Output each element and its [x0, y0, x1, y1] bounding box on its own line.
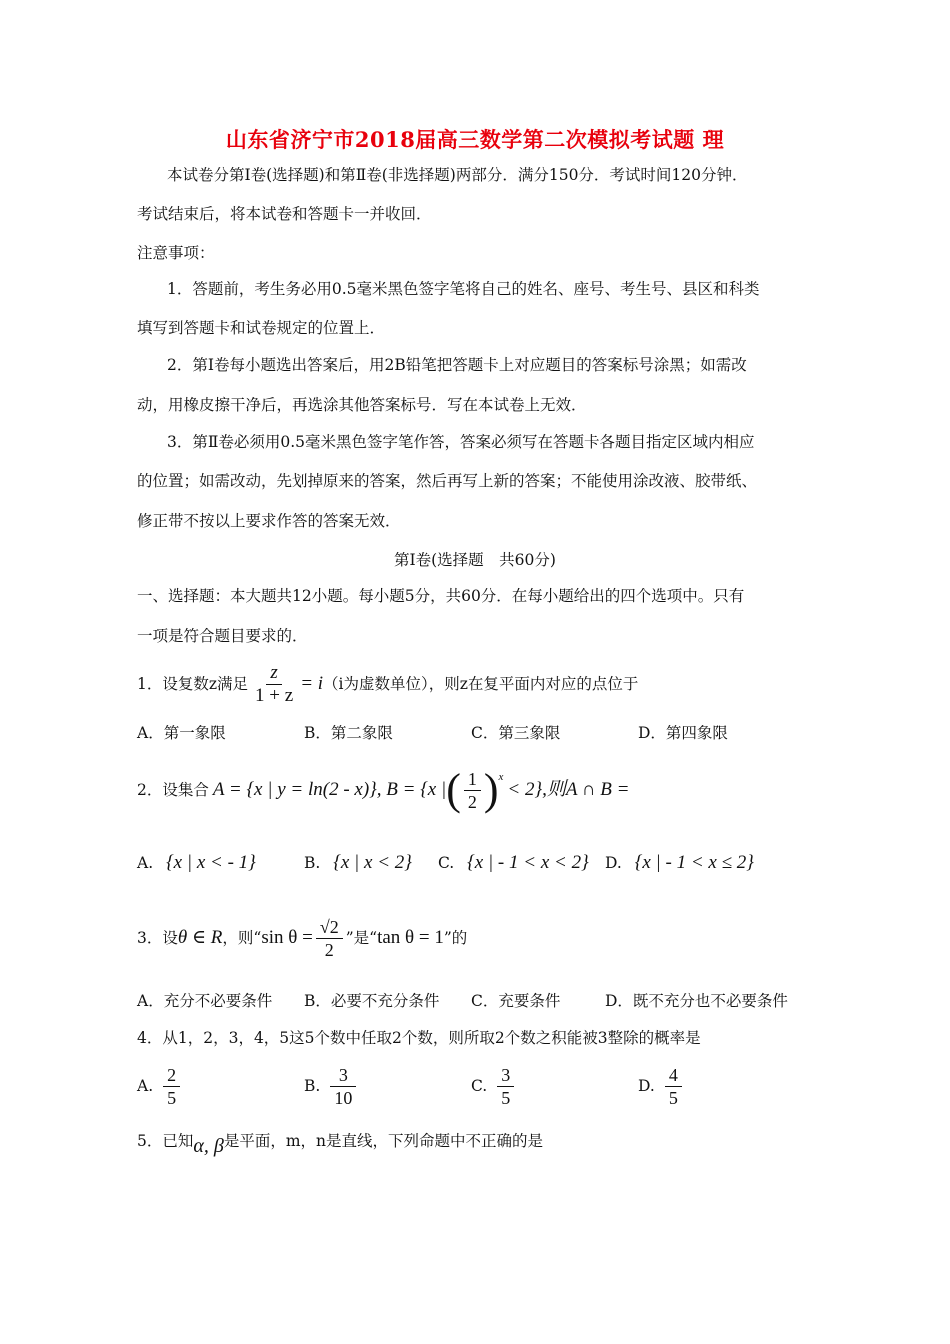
q2-half-fraction [464, 768, 481, 813]
notice-item-1-line-2: 填写到答题卡和试卷规定的位置上． [137, 319, 386, 337]
q2-option-c-label: C. [438, 854, 455, 872]
q4-option-a-den: 5 [163, 1086, 180, 1109]
q2-option-a-label: A. [137, 854, 154, 872]
q3-frac-den: 2 [324, 939, 334, 960]
notice-item-3-line-2: 的位置；如需改动，先划掉原来的答案，然后再写上新的答案；不能使用涂改液、胶带纸、 [137, 472, 758, 490]
question-1 [137, 662, 638, 706]
q4-option-c-num: 3 [501, 1064, 511, 1085]
q2-paren-right: ) [483, 765, 499, 814]
q1-prefix: 1．设复数z满足 [137, 675, 249, 693]
section-instruction-line-2: 一项是符合题目要求的． [137, 627, 308, 645]
q1-equals: = i [300, 673, 324, 694]
q4-option-b-den: 10 [330, 1086, 356, 1109]
q2-exponent: x [498, 771, 504, 783]
intro-line-2: 考试结束后，将本试卷和答题卡一并收回． [137, 205, 432, 223]
q4-option-c [471, 1060, 517, 1112]
question-4: 4．从1，2，3，4，5这5个数中任取2个数，则所取2个数之积能被3整除的概率是 [137, 1029, 701, 1047]
page-title: 山东省济宁市2018届高三数学第二次模拟考试题 理 [225, 127, 725, 152]
q4-option-c-label: C. [471, 1077, 488, 1095]
q4-option-d-fraction [665, 1064, 682, 1109]
notice-item-2-line-1: 2．第Ⅰ卷每小题选出答案后，用2B铅笔把答题卡上对应题目的答案标号涂黑；如需改 [167, 356, 747, 374]
q2-half-num: 1 [464, 768, 481, 791]
q1-option-c: C．第三象限 [471, 724, 561, 742]
q4-option-b-fraction [330, 1064, 356, 1109]
q1-option-b: B．第二象限 [304, 724, 393, 742]
q3-fraction [316, 916, 343, 961]
q3-mid-2: ”是“ [345, 929, 378, 947]
q2-half-den: 2 [467, 791, 477, 812]
q4-option-d-num: 4 [668, 1064, 678, 1085]
q2-tail: ,则A ∩ B = [542, 779, 630, 800]
q2-option-d-expr: {x | - 1 < x ≤ 2} [634, 852, 754, 873]
q2-option-c [438, 853, 589, 873]
q2-paren-left: ( [446, 765, 461, 814]
q4-option-a-num: 2 [167, 1064, 177, 1085]
q2-set-b-prefix: , B = {x | [376, 779, 447, 800]
q1-fraction [251, 662, 297, 707]
question-2 [137, 763, 630, 817]
q2-option-c-expr: {x | - 1 < x < 2} [467, 852, 589, 873]
question-5 [137, 1124, 543, 1158]
q4-option-d [638, 1060, 685, 1112]
q3-tan-expr: tan θ = 1 [377, 927, 444, 948]
q3-option-b: B．必要不充分条件 [304, 992, 440, 1010]
q3-frac-num: √2 [316, 916, 343, 939]
notice-item-3-line-1: 3．第Ⅱ卷必须用0.5毫米黑色签字笔作答，答案必须写在答题卡各题目指定区域内相应 [167, 433, 755, 451]
section-instruction-line-1: 一、选择题：本大题共12小题。每小题5分，共60分．在每小题给出的四个选项中。只有 [137, 587, 745, 605]
q5-prefix: 5．已知 [137, 1132, 194, 1150]
q4-option-b [304, 1060, 359, 1112]
q5-vars: α, β [193, 1135, 224, 1157]
intro-line-1: 本试卷分第Ⅰ卷(选择题)和第Ⅱ卷(非选择题)两部分．满分150分．考试时间120分钟． [167, 166, 748, 184]
q2-set-b-suffix: < 2} [507, 779, 543, 800]
q1-option-d: D．第四象限 [638, 724, 728, 742]
q4-option-d-label: D. [638, 1077, 655, 1095]
q4-option-a-label: A. [137, 1077, 154, 1095]
question-3 [137, 912, 467, 964]
q4-option-a [137, 1060, 183, 1112]
q3-prefix: 3．设 [137, 929, 178, 947]
q2-option-d-label: D. [605, 854, 622, 872]
q3-sin-lhs: sin θ = [261, 927, 313, 948]
q2-option-a [137, 853, 256, 873]
notice-item-3-line-3: 修正带不按以上要求作答的答案无效． [137, 512, 401, 530]
notice-heading: 注意事项： [137, 244, 215, 262]
q2-prefix: 2．设集合 [137, 781, 209, 799]
section-heading: 第Ⅰ卷(选择题 共60分) [394, 551, 556, 569]
q4-option-c-den: 5 [497, 1086, 514, 1109]
q1-frac-den: 1 + z [255, 684, 294, 706]
notice-item-2-line-2: 动，用橡皮擦干净后，再选涂其他答案标号．写在本试卷上无效． [137, 396, 587, 414]
notice-item-1-line-1: 1．答题前，考生务必用0.5毫米黑色签字笔将自己的姓名、座号、考生号、县区和科类 [167, 280, 760, 298]
q4-option-b-num: 3 [338, 1064, 348, 1085]
q3-mid-3: ”的 [443, 929, 468, 947]
q2-option-d [605, 853, 754, 873]
q4-option-d-den: 5 [665, 1086, 682, 1109]
q2-option-b-expr: {x | x < 2} [333, 852, 412, 873]
q3-option-c: C．充要条件 [471, 992, 561, 1010]
q3-mid-1: ，则“ [222, 929, 262, 947]
q3-option-a: A．充分不必要条件 [137, 992, 273, 1010]
q4-option-a-fraction [163, 1064, 180, 1109]
q3-condition: θ ∈ R [177, 927, 223, 948]
q1-text: （i为虚数单位），则z在复平面内对应的点位于 [323, 675, 639, 693]
q4-option-c-fraction [497, 1064, 514, 1109]
q2-option-b [304, 853, 412, 873]
q3-option-d: D．既不充分也不必要条件 [605, 992, 788, 1010]
q4-option-b-label: B. [304, 1077, 321, 1095]
q1-option-a: A．第一象限 [137, 724, 226, 742]
q2-set-a: A = {x | y = ln(2 - x)} [212, 779, 377, 800]
q5-post: 是平面，m，n是直线，下列命题中不正确的是 [223, 1132, 544, 1150]
q2-option-b-label: B. [304, 854, 321, 872]
q1-frac-num: z [266, 662, 281, 685]
q2-option-a-expr: {x | x < - 1} [166, 852, 256, 873]
